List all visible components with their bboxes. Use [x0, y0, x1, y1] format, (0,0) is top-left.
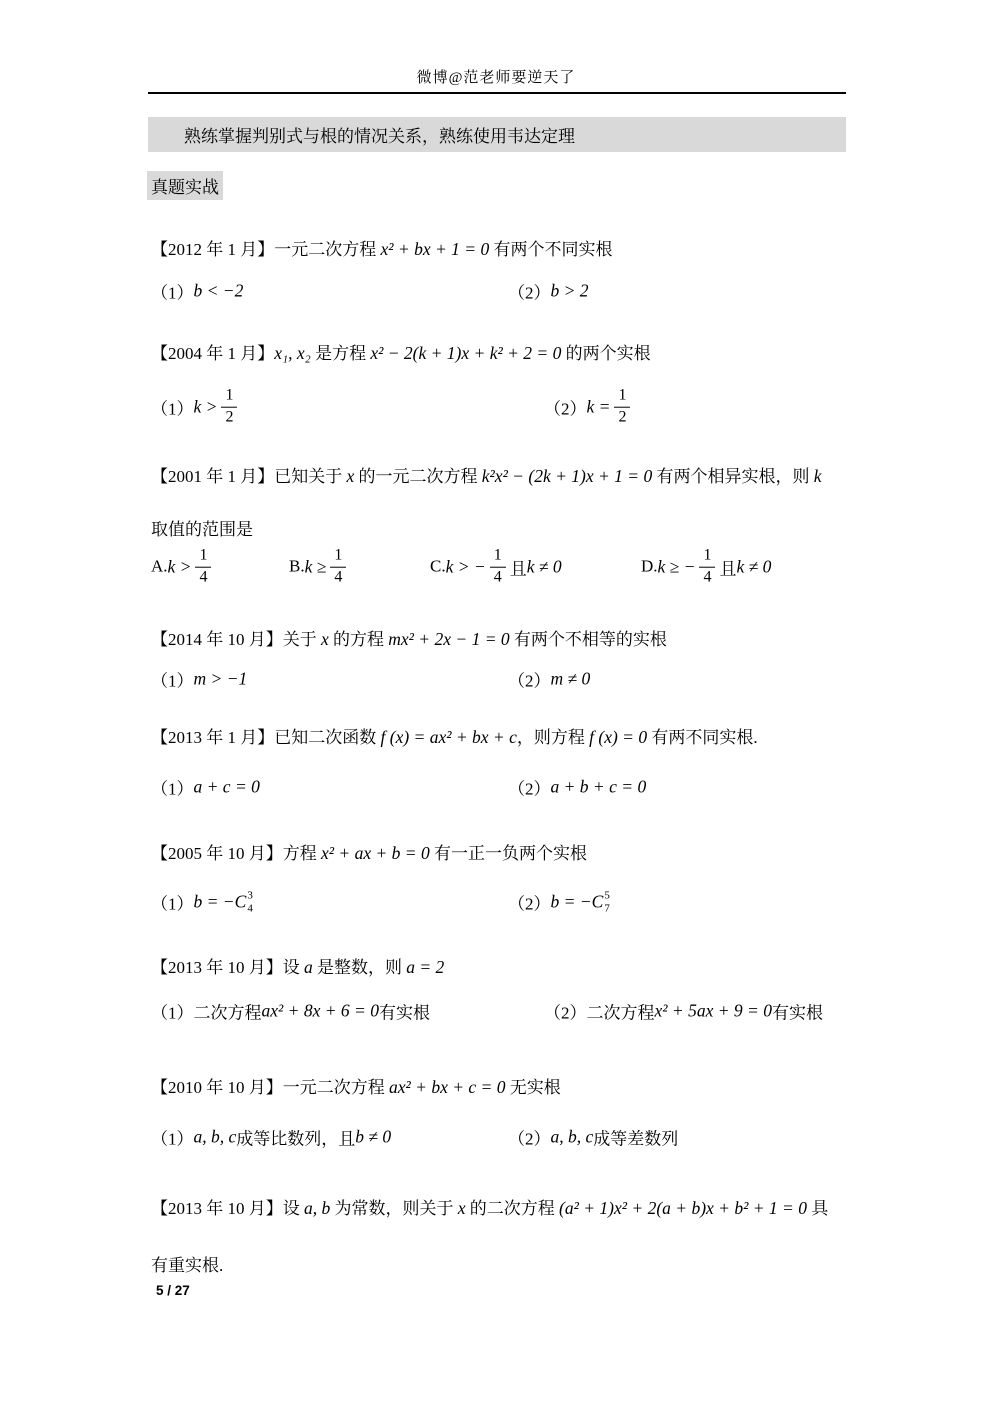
combination-symbol: C 3 4 [234, 889, 253, 914]
options-row [0, 774, 992, 800]
math-text: x² − 2(k + 1)x + k² + 2 = 0 [370, 343, 562, 363]
math-text: a + b + c = 0 [550, 776, 647, 797]
math-text: ax² + bx + c = 0 [389, 1077, 506, 1097]
math-text: m ≠ 0 [550, 668, 591, 689]
cjk-text: 为常数，则关于 [330, 1199, 458, 1218]
math-text: m > −1 [193, 668, 248, 689]
page-number: 5 / 27 [156, 1283, 190, 1298]
cjk-text: 取值的范围是 [151, 520, 253, 539]
option [508, 1125, 678, 1150]
cjk-text: 有两个相异实根，则 [652, 467, 814, 486]
cjk-text: 成等差数列 [593, 1129, 679, 1149]
cjk-text: D. [641, 557, 658, 576]
cjk-text: 有重实根. [151, 1256, 224, 1275]
option [289, 546, 350, 589]
math-text: f (x) = 0 [589, 727, 648, 747]
cjk-text: 是方程 [315, 344, 371, 363]
math-text: (a² + 1)x² + 2(a + b)x + b² + 1 = 0 [559, 1198, 807, 1218]
question-stem [151, 626, 863, 653]
math-text: x [457, 1198, 466, 1218]
options-row [0, 378, 992, 436]
cjk-text: （1） [151, 1129, 194, 1149]
cjk-text: C. [430, 557, 446, 576]
math-text: k > − [445, 556, 486, 577]
question-stem [151, 340, 863, 367]
option [151, 667, 247, 692]
cjk-text: 成等比数列，且 [236, 1129, 356, 1149]
cjk-text: 【2013 年 1 月】已知二次函数 [151, 728, 381, 747]
question-stem [151, 724, 863, 751]
question-stem [151, 840, 863, 867]
cjk-text: 【2001 年 1 月】已知关于 [151, 467, 347, 486]
options-row [0, 538, 992, 596]
cjk-text: 有一正一负两个实根 [429, 844, 587, 863]
cjk-text: 具 [806, 1199, 829, 1218]
combination-symbol: C 5 7 [591, 889, 610, 914]
question-stem [151, 954, 863, 981]
math-text: k ≥ [304, 556, 327, 577]
option [544, 386, 634, 429]
option [151, 775, 260, 800]
option [544, 999, 823, 1024]
cjk-text: 有实根 [771, 1003, 823, 1023]
fraction: $\frac{1}{4}$ [330, 546, 346, 589]
cjk-text: 【2013 年 10 月】设 [151, 1199, 304, 1218]
math-text: x [346, 466, 355, 486]
page-header: 微博@范老师要逆天了 [416, 70, 576, 86]
cjk-text: 的一元二次方程 [354, 467, 482, 486]
math-text: k > [167, 556, 192, 577]
option [508, 889, 610, 914]
option [151, 386, 241, 429]
cjk-text: （2） [508, 1129, 551, 1149]
option [151, 999, 430, 1024]
math-text: b = − [550, 891, 592, 912]
math-text: a, b, c [550, 1126, 594, 1147]
math-text: b ≠ 0 [355, 1126, 392, 1147]
cjk-text: 且 [719, 559, 737, 579]
option [151, 546, 215, 589]
cjk-text: 【2014 年 10 月】关于 [151, 630, 321, 649]
option [508, 775, 646, 800]
cjk-text: 无实根 [505, 1078, 561, 1097]
options-row [0, 884, 992, 920]
question-stem [151, 1074, 863, 1101]
math-text: k ≠ 0 [736, 556, 772, 577]
math-text: a, b, c [193, 1126, 237, 1147]
cjk-text: （1） [151, 671, 194, 691]
math-text: b = − [193, 891, 235, 912]
cjk-text: （2）二次方程 [544, 1003, 655, 1023]
cjk-text: （1） [151, 399, 194, 419]
math-text: f (x) = ax² + bx + c [380, 727, 517, 747]
math-text: x² + bx + 1 = 0 [380, 239, 490, 259]
cjk-text: 【2013 年 10 月】设 [151, 958, 304, 977]
option [508, 279, 589, 304]
fraction: $\frac{1}{4}$ [699, 546, 715, 589]
option [508, 667, 590, 692]
math-text: x₁, x₂ [274, 343, 316, 363]
math-text: a, b [304, 1198, 331, 1218]
cjk-text: 的二次方程 [465, 1199, 560, 1218]
cjk-text: 【2005 年 10 月】方程 [151, 844, 321, 863]
cjk-text: （1） [151, 779, 194, 799]
fraction: $\frac{1}{4}$ [490, 546, 506, 589]
math-text: a [304, 957, 313, 977]
option [151, 1125, 391, 1150]
cjk-text: （2） [544, 399, 587, 419]
cjk-text: （2） [508, 671, 551, 691]
options-row [0, 666, 992, 692]
options-row [0, 998, 992, 1024]
cjk-text: 【2012 年 1 月】一元二次方程 [151, 240, 381, 259]
question-stem [151, 236, 863, 263]
fraction: $\frac{1}{4}$ [195, 546, 211, 589]
cjk-text: 有两个不同实根 [489, 240, 613, 259]
option [641, 546, 771, 589]
cjk-text: 【2004 年 1 月】 [151, 344, 275, 363]
header-rule [148, 92, 846, 94]
cjk-text: A. [151, 557, 168, 576]
cjk-text: 【2010 年 10 月】一元二次方程 [151, 1078, 389, 1097]
cjk-text: 且 [509, 559, 527, 579]
option [151, 279, 243, 304]
math-text: k = [586, 396, 611, 417]
cjk-text: （2） [508, 283, 551, 303]
math-text: x [321, 629, 329, 649]
math-text: a = 2 [406, 957, 445, 977]
cjk-text: 有两个不相等的实根 [509, 630, 667, 649]
cjk-text: 是整数，则 [312, 958, 407, 977]
cjk-text: 的两个实根 [561, 344, 651, 363]
math-text: ax² + 8x + 6 = 0 [261, 1000, 379, 1021]
option [151, 889, 253, 914]
math-text: k²x² − (2k + 1)x + 1 = 0 [481, 466, 653, 486]
fraction: $\frac{1}{2}$ [221, 386, 237, 429]
math-text: x² + 5ax + 9 = 0 [654, 1000, 772, 1021]
options-row [0, 278, 992, 304]
math-text: k [813, 466, 822, 486]
cjk-text: 有实根 [378, 1003, 430, 1023]
fraction: $\frac{1}{2}$ [614, 386, 630, 429]
question-stem [151, 1180, 863, 1294]
cjk-text: （1） [151, 894, 194, 914]
cjk-text: 有两不同实根. [647, 728, 758, 747]
cjk-text: ，则方程 [516, 728, 590, 747]
math-text: k > [193, 396, 218, 417]
math-text: k ≥ − [657, 556, 696, 577]
math-text: x² + ax + b = 0 [321, 843, 430, 863]
cjk-text: （2） [508, 779, 551, 799]
cjk-text: （1）二次方程 [151, 1003, 262, 1023]
math-text: mx² + 2x − 1 = 0 [388, 629, 510, 649]
math-text: k ≠ 0 [526, 556, 562, 577]
math-text: a + c = 0 [193, 776, 260, 797]
math-text: b < −2 [193, 280, 244, 301]
math-text: b > 2 [550, 280, 589, 301]
option [430, 546, 562, 589]
cjk-text: （1） [151, 283, 194, 303]
cjk-text: （2） [508, 894, 551, 914]
section-label: 真题实战 [147, 171, 223, 200]
cjk-text: 的方程 [328, 630, 389, 649]
objective-banner: 熟练掌握判别式与根的情况关系，熟练使用韦达定理 [148, 117, 846, 152]
cjk-text: B. [289, 557, 305, 576]
options-row [0, 1124, 992, 1150]
